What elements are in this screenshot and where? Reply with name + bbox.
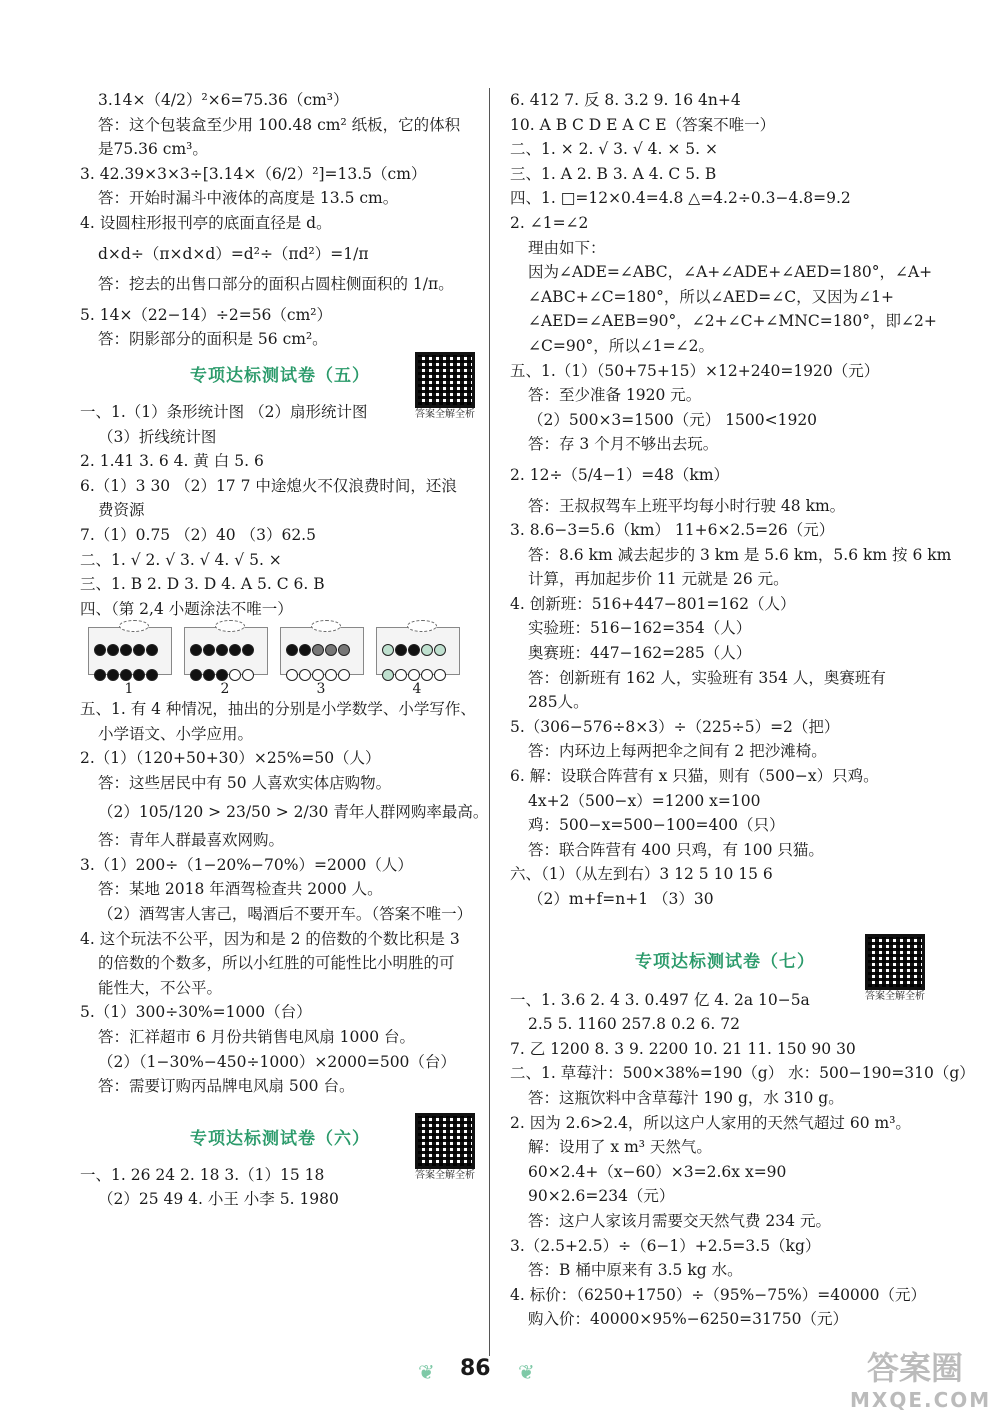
leaf-ornament-icon: ❦ <box>418 1360 435 1384</box>
answer-line: 3. 42.39×3×3÷[3.14×（6/2）²]=13.5（cm） <box>80 164 427 183</box>
answer-line: 7.（1）0.75 （2）40 （3）62.5 <box>80 525 316 544</box>
answer-line: 答：至少准备 1920 元。 <box>528 386 702 405</box>
answer-line: 小学语文、小学应用。 <box>98 724 254 743</box>
answer-line: 6. 412 7. 反 8. 3.2 9. 16 4n+4 <box>510 91 741 109</box>
box-label: 1 <box>124 681 134 698</box>
watermark-main: 答案圈 <box>866 1349 963 1387</box>
answer-line: （2）25 49 4. 小王 小李 5. 1980 <box>98 1190 339 1209</box>
answer-line: 答：王叔叔驾车上班平均每小时行驶 48 km。 <box>528 496 846 515</box>
answer-line: 一、1.（1）条形统计图 （2）扇形统计图 <box>80 402 368 421</box>
answer-line: 四、1. □=12×0.4=4.8 △=4.2÷0.3−4.8=9.2 <box>510 189 851 208</box>
box-figure <box>280 627 364 675</box>
answer-line: 答：内环边上每两把伞之间有 2 把沙滩椅。 <box>528 742 827 761</box>
answer-line: 鸡：500−x=500−100=400（只） <box>528 816 785 835</box>
answer-line: 购入价：40000×95%−6250=31750（元） <box>528 1310 848 1329</box>
answer-line: 2. 12÷（5/4−1）=48（km） <box>510 465 730 484</box>
answer-line: 3.（2.5+2.5）÷（6−1）+2.5=3.5（kg） <box>510 1236 821 1255</box>
box-label: 4 <box>412 681 422 698</box>
answer-line: 4. 创新班：516+447−801=162（人） <box>510 594 796 613</box>
answer-line: 10. A B C D E A C E（答案不唯一） <box>510 115 776 134</box>
answer-line: 二、1. 草莓汁：500×38%=190（g） 水：500−190=310（g） <box>510 1064 975 1083</box>
column-divider <box>489 88 490 1356</box>
answer-line: 2. 因为 2.6>2.4，所以这户人家用的天然气超过 60 m³。 <box>510 1113 911 1132</box>
answer-line: 一、1. 3.6 2. 4 3. 0.497 亿 4. 2a 10−5a <box>510 990 810 1009</box>
answer-line: 2. ∠1=∠2 <box>510 213 589 232</box>
section-header-6 <box>80 1099 480 1181</box>
answer-line: 答：阴影部分的面积是 56 cm²。 <box>98 330 328 349</box>
section-header-5 <box>80 352 480 430</box>
answer-line: 285人。 <box>528 693 589 712</box>
answer-line: 4. 这个玩法不公平，因为和是 2 的倍数的个数比积是 3 <box>80 929 460 948</box>
answer-line: 能性大，不公平。 <box>98 978 223 997</box>
answer-line: 4x+2（500−x）=1200 x=100 <box>528 791 761 810</box>
section-title: 专项达标测试卷（六） <box>190 1128 370 1149</box>
answer-line: 6.（1）3 30 （2）17 7 中途熄火不仅浪费时间，还浪 <box>80 476 457 495</box>
answer-line: 答：某地 2018 年酒驾检查共 2000 人。 <box>98 880 383 899</box>
answer-line: 五、1.（1）（50+75+15）×12+240=1920（元） <box>510 361 880 380</box>
watermark-logo <box>850 1348 992 1418</box>
answer-line: （2）500×3=1500（元） 1500<1920 <box>528 410 818 429</box>
answer-line: 理由如下： <box>528 238 606 257</box>
answer-line: 是75.36 cm³。 <box>98 140 208 159</box>
answer-line: （2）105/120 > 23/50 > 2/30 青年人群网购率最高。 <box>98 802 489 821</box>
answer-line: 3.14×（4/2）²×6=75.36（cm³） <box>98 91 349 109</box>
answer-line: 因为∠ADE=∠ABC，∠A+∠ADE+∠AED=180°，∠A+ <box>528 263 933 282</box>
answer-line: 四、（第 2,4 小题涂法不唯一） <box>80 599 293 618</box>
answer-line: 6. 解：设联合阵营有 x 只猫，则有（500−x）只鸡。 <box>510 767 879 786</box>
answer-line: 7. 乙 1200 8. 3 9. 2200 10. 21 11. 150 90 30 <box>510 1039 856 1058</box>
answer-line: 2. 1.41 3. 6 4. 黄 白 5. 6 <box>80 452 264 471</box>
answer-line: d×d÷（π×d×d）=d²÷（πd²）=1/π <box>98 244 369 263</box>
answer-line: 答：B 桶中原来有 3.5 kg 水。 <box>528 1261 743 1280</box>
box-figure <box>88 627 172 675</box>
answer-line: 费资源 <box>98 501 145 520</box>
box-figures <box>88 627 480 697</box>
answer-line: （2）（1−30%−450÷1000）×2000=500（台） <box>98 1052 456 1071</box>
answer-line: 5. 14×（22−14）÷2=56（cm²） <box>80 305 333 324</box>
qr-code[interactable] <box>860 934 930 1004</box>
answer-line: 的倍数的个数多，所以小红胜的可能性比小明胜的可 <box>98 954 455 973</box>
qr-code-icon <box>415 352 475 408</box>
answer-line: 答：联合阵营有 400 只鸡，有 100 只猫。 <box>528 840 824 859</box>
answer-line: ∠ABC+∠C=180°，所以∠AED=∠C，又因为∠1+ <box>528 287 894 306</box>
answer-line: 90×2.6=234（元） <box>528 1187 675 1206</box>
answer-line: 答：这瓶饮料中含草莓汁 190 g，水 310 g。 <box>528 1088 844 1107</box>
answer-line: （2）酒驾害人害己，喝酒后不要开车。（答案不唯一） <box>98 905 473 924</box>
answer-line: 2.5 5. 1160 257.8 0.2 6. 72 <box>528 1015 740 1034</box>
qr-caption: 答案全解全析 <box>415 408 475 420</box>
section-title: 专项达标测试卷（七） <box>635 951 815 972</box>
qr-code-icon <box>415 1113 475 1169</box>
box-figure <box>376 627 460 675</box>
answer-line: 二、1. × 2. √ 3. √ 4. × 5. × <box>510 140 719 159</box>
answer-line: 三、1. B 2. D 3. D 4. A 5. C 6. B <box>80 575 325 594</box>
answer-line: 答：这户人家该月需要交天然气费 234 元。 <box>528 1211 831 1230</box>
answer-line: 答：汇祥超市 6 月份共销售电风扇 1000 台。 <box>98 1028 416 1046</box>
answer-line: 4. 标价：（6250+1750）÷（95%−75%）=40000（元） <box>510 1285 927 1304</box>
qr-caption: 答案全解全析 <box>415 1169 475 1181</box>
answer-line: 六、（1）（从左到右）3 12 5 10 15 6 <box>510 865 773 884</box>
answer-line: 5.（1）300÷30%=1000（台） <box>80 1003 312 1022</box>
left-column <box>80 88 489 1212</box>
answer-line: 答：创新班有 162 人，实验班有 354 人，奥赛班有 <box>528 668 886 687</box>
qr-code[interactable] <box>410 352 480 422</box>
qr-caption: 答案全解全析 <box>865 990 925 1002</box>
answer-line: 答：开始时漏斗中液体的高度是 13.5 cm。 <box>98 189 399 208</box>
section-title: 专项达标测试卷（五） <box>190 365 370 386</box>
page-number: 86 <box>460 1356 491 1381</box>
box-label: 3 <box>316 681 326 698</box>
answer-line: 二、1. √ 2. √ 3. √ 4. √ 5. × <box>80 550 282 569</box>
answer-line: 5.（306−576÷8×3）÷（225÷5）=2（把） <box>510 717 840 736</box>
answer-line: ∠AED=∠AEB=90°，∠2+∠C+∠MNC=180°，即∠2+ <box>528 312 937 331</box>
answer-line: 五、1. 有 4 种情况，抽出的分别是小学数学、小学写作、 <box>80 700 476 719</box>
answer-line: 奥赛班：447−162=285（人） <box>528 644 752 663</box>
answer-line: 计算，再加起步价 11 元就是 26 元。 <box>528 570 789 589</box>
answer-line: （3）折线统计图 <box>98 427 217 446</box>
answer-line: 答：青年人群最喜欢网购。 <box>98 831 285 850</box>
answer-line: 60×2.4+（x−60）×3=2.6x x=90 <box>528 1162 787 1181</box>
answer-line: 答：需要订购丙品牌电风扇 500 台。 <box>98 1077 355 1096</box>
answer-line: 答：存 3 个月不够出去玩。 <box>528 435 719 454</box>
answer-line: 一、1. 26 24 2. 18 3.（1）15 18 <box>80 1165 325 1184</box>
answer-line: 答：这个包装盒至少用 100.48 cm² 纸板，它的体积 <box>98 115 461 134</box>
box-figure <box>184 627 268 675</box>
qr-code-icon <box>865 934 925 990</box>
answer-line: 答：这些居民中有 50 人喜欢实体店购物。 <box>98 774 392 793</box>
answer-line: 3.（1）200÷（1−20%−70%）=2000（人） <box>80 855 413 874</box>
answer-line: （2）m+f=n+1 （3）30 <box>528 890 714 908</box>
box-label: 2 <box>220 681 230 698</box>
qr-code[interactable] <box>410 1113 480 1183</box>
palm-ornament-icon: ❦ <box>518 1360 535 1384</box>
answer-line: 解：设用了 x m³ 天然气。 <box>528 1138 712 1157</box>
answer-line: ∠C=90°，所以∠1=∠2。 <box>528 336 714 355</box>
answer-line: 答：挖去的出售口部分的面积占圆柱侧面积的 1/π。 <box>98 275 454 294</box>
answer-line: 答：8.6 km 减去起步的 3 km 是 5.6 km，5.6 km 按 6 km <box>528 545 952 564</box>
answer-line: 2.（1）（120+50+30）×25%=50（人） <box>80 749 381 768</box>
right-column <box>510 88 975 1332</box>
watermark-sub: MXQE.COM <box>850 1388 992 1412</box>
answer-line: 3. 8.6−3=5.6（km） 11+6×2.5=26（元） <box>510 521 835 540</box>
answer-line: 4. 设圆柱形报刊亭的底面直径是 d。 <box>80 213 332 232</box>
answer-line: 实验班：516−162=354（人） <box>528 619 752 638</box>
answer-line: 三、1. A 2. B 3. A 4. C 5. B <box>510 164 717 183</box>
